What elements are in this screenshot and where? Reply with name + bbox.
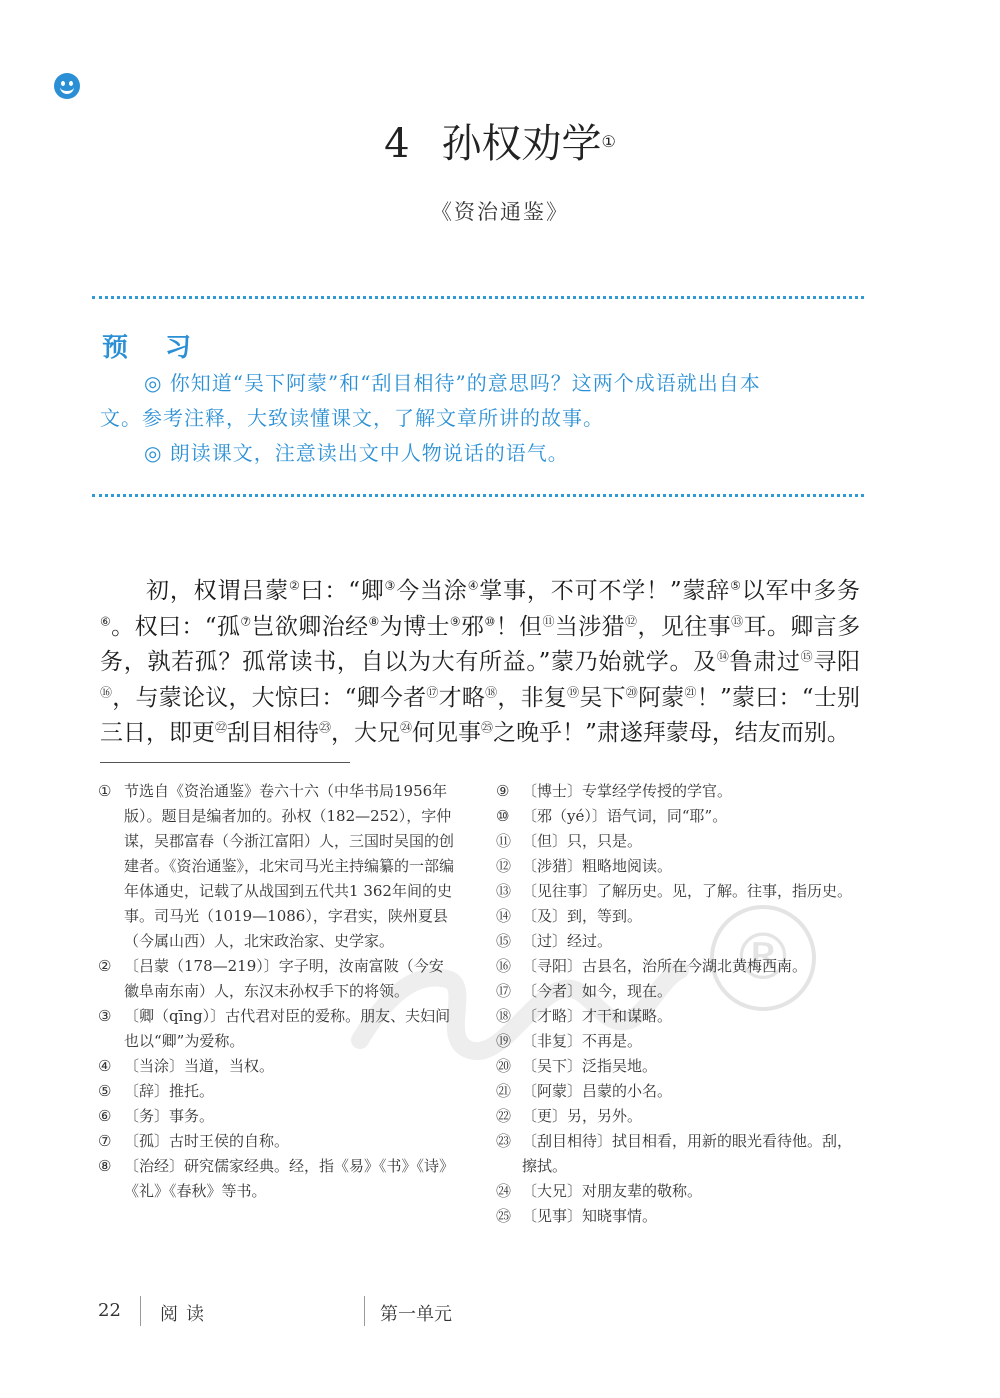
footnote-item: ⑲ 〔非复〕不再是。 bbox=[496, 1032, 643, 1050]
footer-section: 阅读 bbox=[160, 1304, 212, 1325]
footnote-item: ② 〔吕蒙（178—219）〕字子明，汝南富陂（今安徽阜南东南）人，东汉末孙权手下的将领。 bbox=[98, 957, 444, 1000]
footnote-item: ④ 〔当涂〕当道，当权。 bbox=[98, 1057, 275, 1075]
footnote-item: ⑥ 〔务〕事务。 bbox=[98, 1107, 215, 1125]
footnote-item: ⑬ 〔见往事〕了解历史。见，了解。往事，指历史。 bbox=[496, 882, 853, 900]
footnote-item: ㉒ 〔更〕另，另外。 bbox=[496, 1107, 643, 1125]
footnote-item: ⑫ 〔涉猎〕粗略地阅读。 bbox=[496, 857, 673, 875]
preview-line-3: ◎ 朗读课文，注意读出文中人物说话的语气。 bbox=[144, 441, 569, 465]
footnote-item: ㉓ 〔刮目相待〕拭目相看，用新的眼光看待他。刮，擦拭。 bbox=[496, 1132, 853, 1175]
footnote-item: ⑦ 〔孤〕古时王侯的自称。 bbox=[98, 1132, 290, 1150]
divider-top bbox=[92, 296, 864, 299]
footnote-item: ㉑ 〔阿蒙〕吕蒙的小名。 bbox=[496, 1082, 673, 1100]
registered-mark-icon: ® bbox=[710, 905, 816, 1011]
lesson-title bbox=[0, 118, 1000, 170]
preview-line-1: ◎ 你知道“吴下阿蒙”和“刮目相待”的意思吗？这两个成语就出自本 bbox=[144, 371, 761, 395]
footnote-item: ㉔ 〔大兄〕对朋友辈的敬称。 bbox=[496, 1182, 703, 1200]
footnote-item: ③ 〔卿（qīng）〕古代君对臣的爱称。朋友、夫妇间也以“卿”为爱称。 bbox=[98, 1007, 451, 1050]
divider-bottom bbox=[92, 494, 864, 497]
main-paragraph: 初，权谓吕蒙②曰：“卿③今当涂④掌事，不可不学！”蒙辞⑤以军中多务⑥。权曰：“孤⑦岂欲卿治经⑧为博士⑨邪⑩！但⑪当涉猎⑫，见往事⑬耳。卿言多务，孰若孤？孤常读书，自以为大有所益。”蒙乃始就学。及⑭鲁肃过⑮寻阳⑯，与蒙论议，大惊曰：“卿今者⑰才略⑱，非复⑲吴下⑳阿蒙$^㉑$！”蒙曰：“士别三日，即更$^㉒$刮目相待$^㉓$，大兄$^㉔$何见事$^㉕$之晚乎！”肃遂拜蒙母，结友而别。 bbox=[100, 578, 861, 746]
notes-right-column bbox=[496, 779, 858, 1229]
footer-unit: 第一单元 bbox=[380, 1304, 452, 1325]
footnote-item: ⑩ 〔邪（yé）〕语气词，同“耶”。 bbox=[496, 807, 728, 825]
preview-section bbox=[100, 366, 860, 471]
footnote-item: ⑰ 〔今者〕如今，现在。 bbox=[496, 982, 673, 1000]
smiley-face-icon bbox=[54, 73, 80, 99]
footer-divider bbox=[140, 1296, 141, 1326]
preview-heading: 预 习 bbox=[102, 333, 206, 363]
footnote-item: ① 节选自《资治通鉴》卷六十六（中华书局1956年版）。题目是编者加的。孙权（182—252），字仲谋，吴郡富春（今浙江富阳）人，三国时吴国的创建者。《资治通鉴》，北宋司马光主持编纂的一部编年体通史，记载了从战国到五代共1 362年间的史事。司马光（1019—1086），字君实，陕州夏县（今属山西）人，北宋政治家、史学家。 bbox=[98, 782, 455, 950]
preview-line-2: 文。参考注释，大致读懂课文，了解文章所讲的故事。 bbox=[100, 406, 604, 430]
footnote-item: ⑪ 〔但〕只，只是。 bbox=[496, 832, 643, 850]
footnote-item: ⑤ 〔辞〕推托。 bbox=[98, 1082, 215, 1100]
notes-left-column bbox=[98, 779, 458, 1204]
notes-rule bbox=[100, 762, 350, 763]
footnote-item: ㉕ 〔见事〕知晓事情。 bbox=[496, 1207, 658, 1225]
footnote-item: ⑳ 〔吴下〕泛指吴地。 bbox=[496, 1057, 658, 1075]
footnote-item: ⑨ 〔博士〕专掌经学传授的学官。 bbox=[496, 782, 733, 800]
page-number: 22 bbox=[98, 1300, 121, 1321]
footnote-item: ⑧ 〔治经〕研究儒家经典。经，指《易》《书》《诗》《礼》《春秋》等书。 bbox=[98, 1157, 455, 1200]
title-note-marker: ① bbox=[601, 132, 616, 151]
footnote-item: ⑱ 〔才略〕才干和谋略。 bbox=[496, 1007, 673, 1025]
lesson-number: 4 bbox=[384, 121, 410, 167]
lesson-source: 《资治通鉴》 bbox=[431, 200, 569, 224]
footnote-item: ⑭ 〔及〕到，等到。 bbox=[496, 907, 643, 925]
footnote-item: ⑯ 〔寻阳〕古县名，治所在今湖北黄梅西南。 bbox=[496, 957, 808, 975]
main-text bbox=[100, 574, 860, 752]
lesson-title-text: 孙权劝学 bbox=[441, 121, 602, 167]
footer-divider bbox=[364, 1296, 365, 1326]
footnote-item: ⑮ 〔过〕经过。 bbox=[496, 932, 613, 950]
